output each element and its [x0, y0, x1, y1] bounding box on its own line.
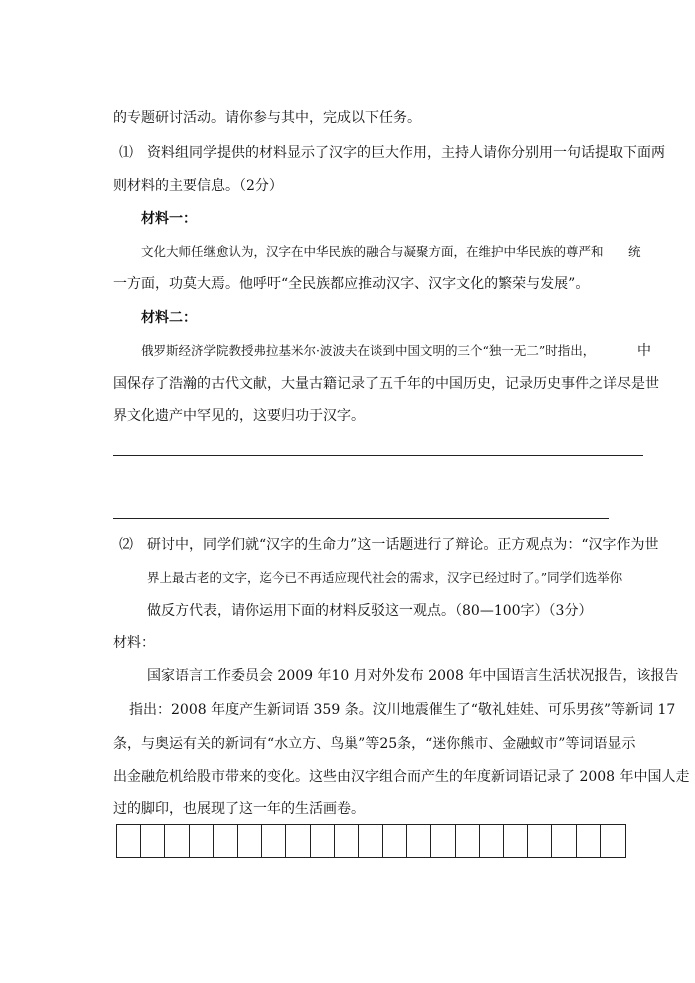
q1-text-line1: 资料组同学提供的材料显示了汉字的巨大作用，主持人请你分别用一句话提取下面两: [147, 145, 665, 161]
answer-grid-cell[interactable]: [214, 825, 238, 857]
answer-grid-cell[interactable]: [431, 825, 455, 857]
answer-grid-cell[interactable]: [480, 825, 504, 857]
answer-grid-cell[interactable]: [552, 825, 576, 857]
answer-grid-cell[interactable]: [141, 825, 165, 857]
q2-line1: 研讨中，同学们就“汉字的生命力”这一话题进行了辩论。正方观点为：“汉字作为世: [147, 537, 659, 553]
answer-grid-cell[interactable]: [165, 825, 189, 857]
q2-marker: ⑵: [119, 537, 133, 553]
answer-line-2[interactable]: [113, 518, 609, 519]
answer-grid-cell[interactable]: [286, 825, 310, 857]
material1-line1: 文化大师任继愈认为，汉字在中华民族的融合与凝聚方面，在维护中华民族的尊严和: [141, 244, 604, 259]
answer-line-1[interactable]: [113, 455, 643, 456]
answer-grid-cell[interactable]: [335, 825, 359, 857]
answer-grid-cell[interactable]: [359, 825, 383, 857]
answer-grid-cell[interactable]: [577, 825, 601, 857]
answer-grid-cell[interactable]: [262, 825, 286, 857]
material1-title: 材料一：: [141, 211, 197, 227]
answer-grid-cell[interactable]: [601, 825, 625, 857]
q2-line3: 做反方代表，请你运用下面的材料反驳这一观点。（80—100字）（3分）: [147, 603, 593, 619]
material3-line4: 出金融危机给股市带来的变化。这些由汉字组合而产生的年度新词语记录了 2008 年中国人走: [113, 769, 690, 785]
material2-line1: 俄罗斯经济学院教授弗拉基米尔·波波夫在谈到中国文明的三个“独一无二”时指出，: [141, 343, 596, 358]
material3-line5: 过的脚印，也展现了这一年的生活画卷。: [113, 801, 365, 817]
material2-line3: 界文化遗产中罕见的，这要归功于汉字。: [113, 408, 365, 424]
answer-grid-cell[interactable]: [311, 825, 335, 857]
material2-title: 材料二：: [141, 310, 197, 326]
answer-grid-cell[interactable]: [407, 825, 431, 857]
q1-marker: ⑴: [119, 145, 133, 161]
answer-grid-cell[interactable]: [238, 825, 262, 857]
material2-line2: 国保存了浩瀚的古代文献，大量古籍记录了五千年的中国历史，记录历史事件之详尽是世: [113, 376, 659, 392]
material2-line1-end: 中: [637, 343, 651, 359]
material1-line1-end: 统: [628, 244, 641, 259]
answer-grid-cell[interactable]: [456, 825, 480, 857]
material3-line3: 条，与奥运有关的新词有“水立方、鸟巢”等25条，“迷你熊市、金融蚁市”等词语显示: [113, 736, 636, 752]
q1-text-line2: 则材料的主要信息。（2分）: [113, 178, 283, 194]
material1-line2: 一方面，功莫大焉。他呼吁“全民族都应推动汉字、汉字文化的繁荣与发展”。: [113, 276, 590, 292]
material3-line2: 指出：2008 年度产生新词语 359 条。汶川地震催生了“敬礼娃娃、可乐男孩”等新词 17: [129, 702, 676, 718]
answer-grid-cell[interactable]: [504, 825, 528, 857]
answer-grid-cell[interactable]: [117, 825, 141, 857]
answer-grid-cell[interactable]: [383, 825, 407, 857]
intro-line: 的专题研讨活动。请你参与其中，完成以下任务。: [113, 110, 421, 126]
q2-line2: 界上最古老的文字，迄今已不再适应现代社会的需求，汉字已经过时了。”同学们选举你: [147, 570, 623, 585]
answer-grid-cell[interactable]: [190, 825, 214, 857]
answer-grid[interactable]: [116, 824, 626, 858]
material3-line1: 国家语言工作委员会 2009 年10 月对外发布 2008 年中国语言生活状况报告，该报告: [147, 668, 679, 684]
answer-grid-cell[interactable]: [528, 825, 552, 857]
material3-title: 材料：: [113, 635, 155, 651]
